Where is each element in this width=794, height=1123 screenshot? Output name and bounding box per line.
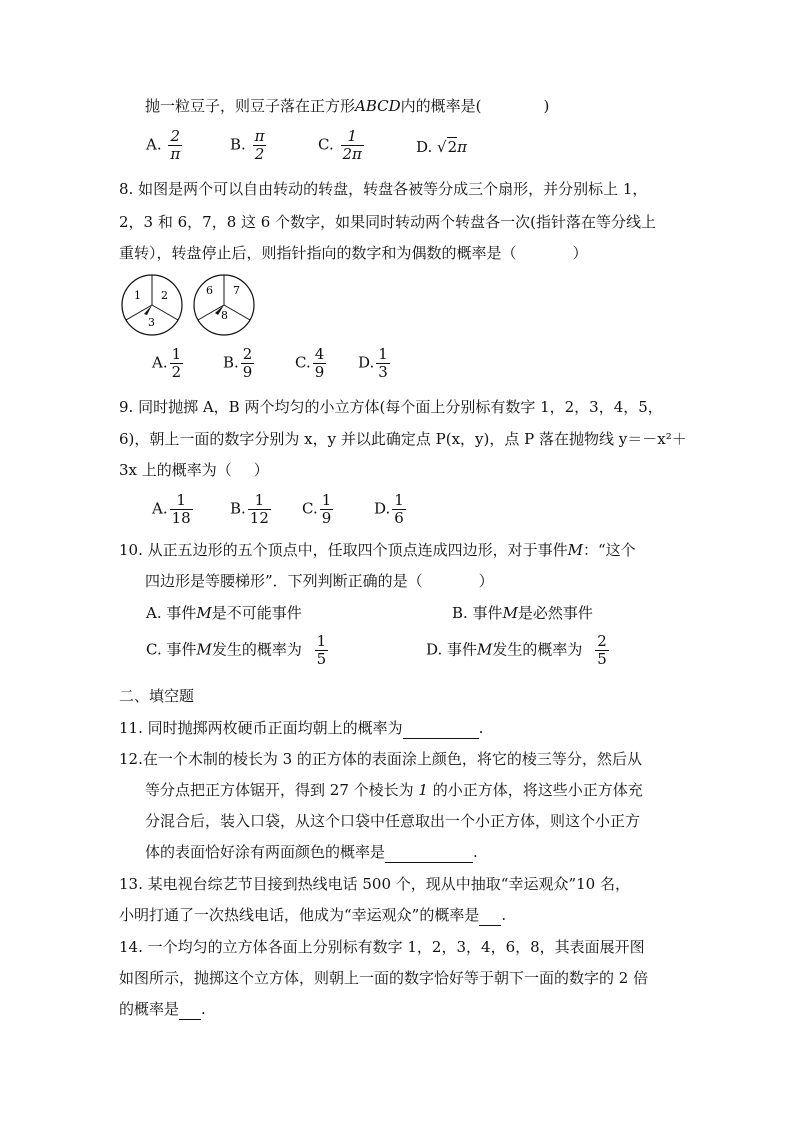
- fraction: $\frac{1}{3}$: [378, 345, 388, 381]
- q12-line-2: 等分点把正方体锯开，得到 27 个棱长为 1 的小正方体，将这些小正方体充: [145, 781, 643, 799]
- fraction: $\frac{1}{6}$: [394, 491, 404, 527]
- q11-line: 11. 同时抛掷两枚硬币正面均朝上的概率为 .: [119, 719, 484, 737]
- q9-option-c[interactable]: C. $\frac{1}{9}$: [302, 491, 332, 527]
- spinner-figure: [118, 272, 258, 338]
- fraction: $\frac{1}{12}$: [249, 491, 269, 527]
- q12-line-1: 12.在一个木制的棱长为 3 的正方体的表面涂上颜色，将它的棱三等分，然后从: [119, 750, 642, 768]
- q8-option-b[interactable]: B. $\frac{2}{9}$: [223, 345, 253, 381]
- fraction: $\frac{2}{5}$: [597, 632, 607, 668]
- q10-option-a[interactable]: A. 事件M是不可能事件: [146, 604, 302, 622]
- sqrt-expression: √2: [437, 138, 458, 156]
- spinner-1: [122, 275, 182, 335]
- q12-line-4: 体的表面恰好涂有两面颜色的概率是 .: [145, 843, 478, 861]
- fraction: $\frac{4}{9}$: [314, 345, 325, 381]
- q8-option-c[interactable]: C. $\frac{4}{9}$: [295, 345, 325, 381]
- q10-option-d[interactable]: D. 事件M发生的概率为 $\frac{2}{5}$: [426, 632, 607, 668]
- q7-option-b[interactable]: B. $\frac{\pi}{2}$: [230, 127, 265, 163]
- q13-line-2: 小明打通了一次热线电话，他成为“幸运观众”的概率是 .: [119, 906, 507, 924]
- q7-option-d[interactable]: D. √2π: [416, 138, 468, 156]
- q10-option-b[interactable]: B. 事件M是必然事件: [452, 604, 593, 622]
- q7-stem: 抛一粒豆子，则豆子落在正方形ABCD内的概率是( ): [145, 97, 550, 115]
- spinner-2-label: 6: [206, 284, 213, 297]
- q10-option-c[interactable]: C. 事件M发生的概率为 $\frac{1}{5}$: [146, 632, 327, 668]
- q9-line-2: 6)，朝上一面的数字分别为 x，y 并以此确定点 P(x，y)，点 P 落在抛物线 y＝－x²＋: [119, 430, 687, 448]
- fraction: $\frac{1}{18}$: [171, 491, 191, 527]
- spinner-2: [194, 275, 254, 335]
- q7-option-c[interactable]: C. $\frac{1}{2\pi}$: [318, 127, 362, 163]
- q9-line-1: 9. 同时抛掷 A，B 两个均匀的小立方体(每个面上分别标有数字 1，2，3，4，5，: [119, 398, 663, 416]
- q8-option-a[interactable]: A. $\frac{1}{2}$: [152, 345, 182, 381]
- q8-line-3: 重转），转盘停止后，则指针指向的数字和为偶数的概率是（ ）: [119, 244, 588, 262]
- fraction: $\frac{1}{2}$: [171, 345, 182, 381]
- fraction: $\frac{1}{9}$: [321, 491, 332, 527]
- q10-line-1: 10. 从正五边形的五个顶点中，任取四个顶点连成四边形，对于事件M：“这个: [119, 541, 636, 559]
- spinner-1-label: 3: [148, 316, 155, 329]
- answer-blank[interactable]: [179, 999, 201, 1020]
- q8-line-1: 8. 如图是两个可以自由转动的转盘，转盘各被等分成三个扇形，并分别标上 1，: [119, 180, 648, 198]
- fraction: $\frac{1}{2\pi}$: [342, 127, 362, 163]
- q8-line-2: 2，3 和 6，7，8 这 6 个数字，如果同时转动两个转盘各一次(指针落在等分线上: [119, 213, 656, 231]
- q7-shape: ABCD: [355, 97, 401, 115]
- q13-line-1: 13. 某电视台综艺节目接到热线电话 500 个，现从中抽取“幸运观众”10 名，: [119, 875, 630, 893]
- fraction: $\frac{2}{\pi}$: [170, 127, 181, 163]
- q14-line-3: 的概率是 .: [119, 1000, 206, 1018]
- q9-line-3: 3x 上的概率为（ ）: [119, 461, 269, 479]
- spinner-1-label: 2: [161, 289, 168, 302]
- spinner-1-pointer-icon: [144, 305, 152, 315]
- q9-option-a[interactable]: A. $\frac{1}{18}$: [152, 491, 191, 527]
- q12-line-3: 分混合后，装入口袋，从这个口袋中任意取出一个小正方体，则这个小正方: [145, 812, 641, 830]
- q8-option-d[interactable]: D. $\frac{1}{3}$: [358, 345, 388, 381]
- fraction: $\frac{2}{9}$: [242, 345, 253, 381]
- answer-blank[interactable]: [403, 718, 479, 739]
- q9-option-b[interactable]: B. $\frac{1}{12}$: [230, 491, 269, 527]
- answer-blank[interactable]: [385, 842, 473, 863]
- q10-line-2: 四边形是等腰梯形”．下列判断正确的是（ ）: [145, 572, 494, 590]
- q14-line-2: 如图所示，抛掷这个立方体，则朝上一面的数字恰好等于朝下一面的数字的 2 倍: [119, 969, 649, 987]
- answer-blank[interactable]: [479, 905, 501, 926]
- spinner-2-label: 7: [233, 284, 240, 297]
- fraction: $\frac{\pi}{2}$: [254, 127, 265, 163]
- q14-line-1: 14. 一个均匀的立方体各面上分别标有数字 1，2，3，4，6，8，其表面展开图: [119, 938, 645, 956]
- q9-option-d[interactable]: D. $\frac{1}{6}$: [374, 491, 404, 527]
- section-title: 二、填空题: [119, 687, 195, 705]
- spinner-1-label: 1: [134, 289, 141, 302]
- fraction: $\frac{1}{5}$: [316, 632, 327, 668]
- q7-option-a[interactable]: A. $\frac{2}{\pi}$: [146, 127, 181, 163]
- spinner-2-label: 8: [221, 309, 228, 322]
